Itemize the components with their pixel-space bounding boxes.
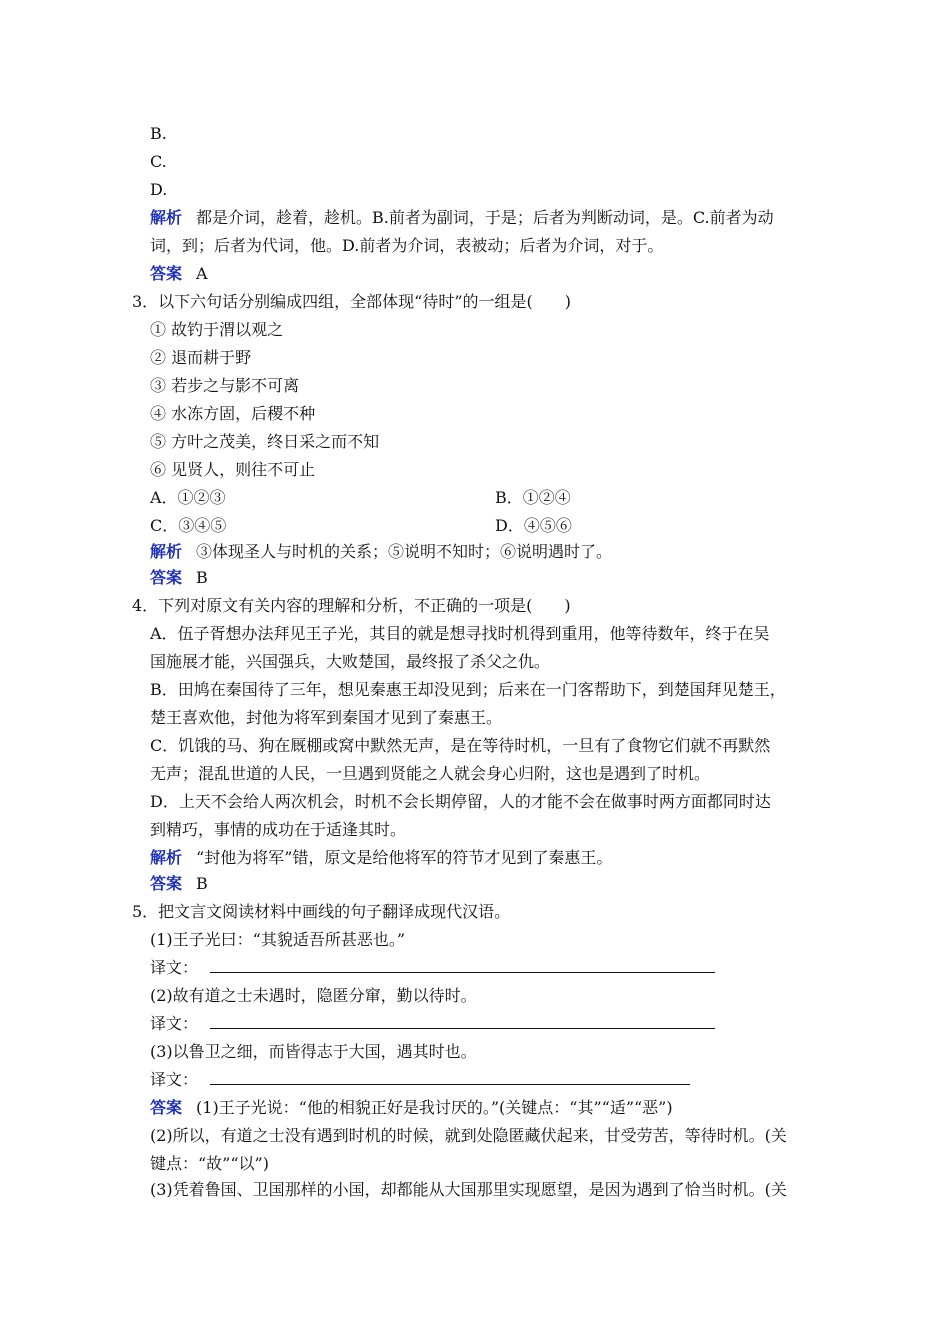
q4-line: D．上天不会给人两次机会，时机不会长期停留，人的才能不会在做事时两方面都同时达: [150, 792, 771, 811]
translation-label: 译文：: [150, 1014, 199, 1033]
q3-item: ④ 水冻方固，后稷不种: [150, 404, 316, 423]
q3-stem: 3．以下六句话分别编成四组，全部体现“待时”的一组是( ): [132, 292, 572, 311]
analysis-label: 解析: [150, 208, 183, 227]
q3-item: ② 退而耕于野: [150, 348, 252, 367]
q5-answer-3: (3)凭着鲁国、卫国那样的小国，却都能从大国那里实现愿望，是因为遇到了恰当时机。(关: [150, 1180, 787, 1199]
q3-choice-d: D．④⑤⑥: [495, 516, 572, 535]
q4-line: A．伍子胥想办法拜见王子光，其目的就是想寻找时机得到重用，他等待数年，终于在吴: [150, 624, 770, 643]
answer-label: 答案: [150, 264, 183, 283]
translation-label: 译文：: [150, 958, 199, 977]
translation-label: 译文：: [150, 1070, 199, 1089]
translation-line-1: [150, 958, 715, 978]
q4-stem: 4．下列对原文有关内容的理解和分析，不正确的一项是( ): [132, 596, 571, 615]
translation-line-2: [150, 1014, 715, 1034]
q3-choice-c: C．③④⑤: [150, 516, 227, 535]
q4-line: 楚王喜欢他，封他为将军到秦国才见到了秦惠王。: [150, 708, 503, 727]
option-b: B.: [150, 124, 167, 143]
q4-line: 到精巧，事情的成功在于适逢其时。: [150, 820, 407, 839]
analysis-text: 都是介词，趁着，趁机。B.前者为副词，于是；后者为判断动词，是。C.前者为动: [196, 208, 774, 227]
analysis-text: ③体现圣人与时机的关系；⑤说明不知时；⑥说明遇时了。: [196, 542, 613, 561]
q4-line: 国施展才能，兴国强兵，大败楚国，最终报了杀父之仇。: [150, 652, 551, 671]
q3-choice-a: A．①②③: [150, 488, 226, 507]
q4-answer: [150, 874, 208, 894]
q3-answer: [150, 568, 208, 588]
option-c: C.: [150, 152, 167, 171]
q3-choice-b: B．①②④: [495, 488, 571, 507]
answer-value: B: [196, 568, 208, 587]
option-d: D.: [150, 180, 168, 199]
answer-blank: [210, 1070, 690, 1085]
answer-label: 答案: [150, 568, 183, 587]
translation-line-3: [150, 1070, 690, 1090]
q4-line: B．田鸠在秦国待了三年，想见秦惠王却没见到；后来在一门客帮助下，到楚国拜见楚王，: [150, 680, 786, 699]
q4-analysis: [150, 848, 612, 868]
q3-analysis: [150, 542, 612, 562]
q2-analysis-line2: 词，到；后者为代词，他。D.前者为介词，表被动；后者为介词，对于。: [150, 236, 664, 255]
q4-line: C．饥饿的马、狗在厩棚或窝中默然无声，是在等待时机，一旦有了食物它们就不再默然: [150, 736, 771, 755]
analysis-label: 解析: [150, 542, 183, 561]
answer-value: A: [196, 264, 208, 283]
answer-label: 答案: [150, 1098, 183, 1117]
q3-item: ③ 若步之与影不可离: [150, 376, 300, 395]
q2-answer: [150, 264, 208, 284]
q5-answer-2-cont: 键点：“故”“以”): [150, 1154, 269, 1173]
answer-blank: [210, 1014, 715, 1029]
q5-stem: 5．把文言文阅读材料中画线的句子翻译成现代汉语。: [132, 902, 511, 921]
q3-item: ⑤ 方叶之茂美，终日采之而不知: [150, 432, 380, 451]
q5-sentence-2: (2)故有道之士未遇时，隐匿分窜，勤以待时。: [150, 986, 477, 1005]
answer-value: B: [196, 874, 208, 893]
analysis-label: 解析: [150, 848, 183, 867]
answer-label: 答案: [150, 874, 183, 893]
q5-answer-2: (2)所以，有道之士没有遇到时机的时候，就到处隐匿藏伏起来，甘受劳苦，等待时机。(关: [150, 1126, 787, 1145]
q2-analysis-line1: [150, 208, 774, 228]
answer-text: (1)王子光说：“他的相貌正好是我讨厌的。”(关键点：“其”“适”“恶”): [196, 1098, 673, 1117]
q4-line: 无声；混乱世道的人民，一旦遇到贤能之人就会身心归附，这也是遇到了时机。: [150, 764, 711, 783]
q5-answer-1: [150, 1098, 673, 1118]
q3-item: ① 故钓于渭以观之: [150, 320, 284, 339]
q5-sentence-1: (1)王子光曰：“其貌适吾所甚恶也。”: [150, 930, 406, 949]
answer-blank: [210, 958, 715, 973]
q3-item: ⑥ 见贤人，则往不可止: [150, 460, 316, 479]
analysis-text: “封他为将军”错，原文是给他将军的符节才见到了秦惠王。: [196, 848, 613, 867]
q5-sentence-3: (3)以鲁卫之细，而皆得志于大国，遇其时也。: [150, 1042, 477, 1061]
